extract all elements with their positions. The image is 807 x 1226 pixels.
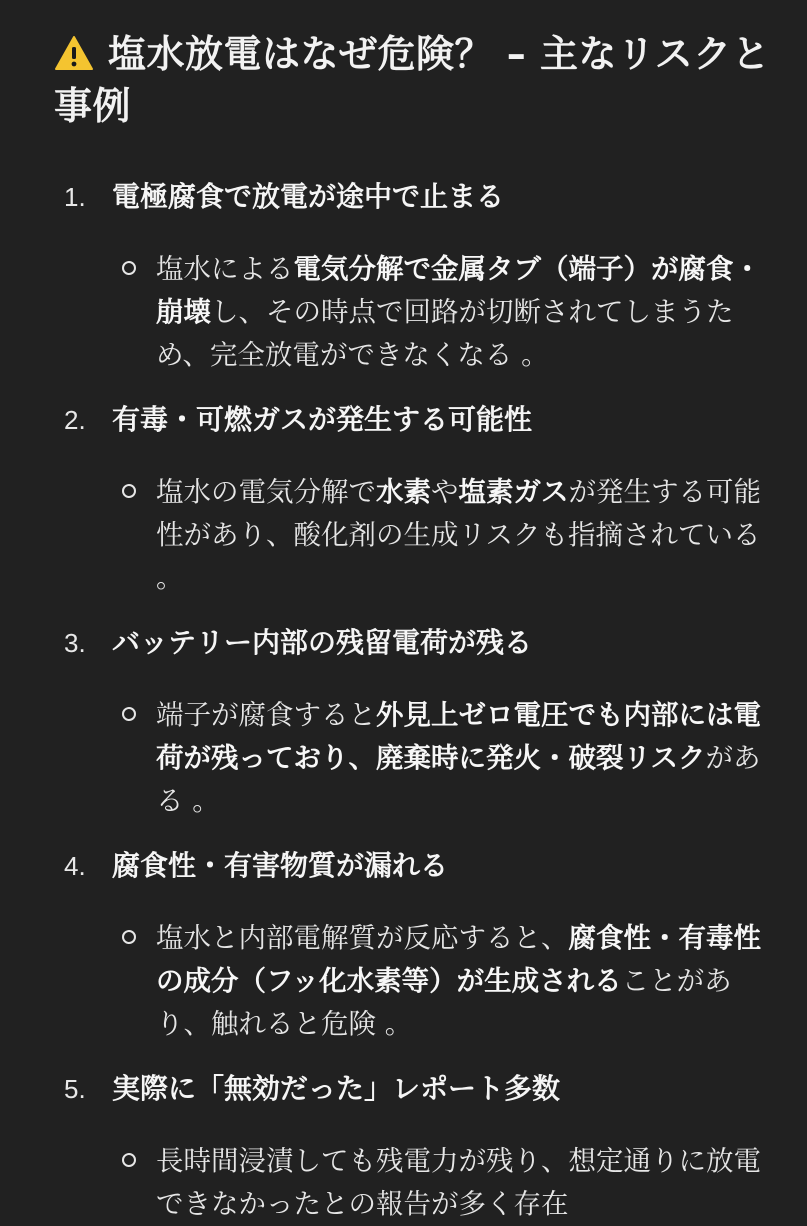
risk-list: [54, 176, 777, 1226]
text-segment: 塩水の電気分解で: [156, 476, 376, 508]
warning-icon: [54, 35, 94, 71]
text-segment: 端子が腐食すると: [156, 699, 376, 731]
hollow-bullet-icon: [118, 1140, 156, 1226]
list-item-number: 3.: [64, 628, 86, 658]
list-item-title: バッテリー内部の残留電荷が残る: [112, 626, 533, 659]
text-segment: 塩水による: [156, 253, 294, 285]
text-segment: ことがあり、触れると危険 。: [156, 965, 732, 1040]
list-item-number: 5.: [64, 1074, 86, 1104]
list-item-header: [54, 176, 777, 218]
bold-text-segment: 電気分解で金属タブ（端子）が腐食・崩壊: [156, 253, 761, 328]
list-item-header: [54, 399, 777, 441]
list-item-number: 1.: [64, 182, 86, 212]
sub-bullet-item: [54, 694, 777, 823]
sub-bullet-text: [156, 1140, 777, 1226]
bold-text-segment: 水素: [376, 476, 431, 508]
text-segment: 長時間浸漬しても残電力が残り、想定通りに放電できなかったとの報告が多く存在: [156, 1145, 761, 1220]
hollow-bullet-icon: [118, 694, 156, 823]
list-item-header: [54, 1068, 777, 1110]
list-item-header: [54, 845, 777, 887]
hollow-bullet-icon: [118, 917, 156, 1046]
list-item-title: 腐食性・有害物質が漏れる: [112, 849, 449, 882]
sub-bullet-item: [54, 248, 777, 377]
text-segment: が発生する可能性があり、酸化剤の生成リスクも指摘されている 。: [156, 476, 761, 594]
sub-bullet-text: [156, 471, 777, 600]
sub-bullet-text: [156, 248, 777, 377]
text-segment: や: [431, 476, 459, 508]
sub-bullet-text: [156, 694, 777, 823]
sub-bullet-item: [54, 917, 777, 1046]
list-item: [54, 845, 777, 1046]
list-item-title: 有毒・可燃ガスが発生する可能性: [112, 403, 533, 436]
sub-bullet-item: [54, 1140, 777, 1226]
page-title: 塩水放電はなぜ危険？ – 主なリスクと事例: [54, 32, 771, 128]
text-segment: し、その時点で回路が切断されてしまうため、完全放電ができなくなる 。: [156, 296, 734, 371]
hollow-bullet-icon: [118, 248, 156, 377]
hollow-bullet-icon: [118, 471, 156, 600]
list-item: [54, 622, 777, 823]
bold-text-segment: 塩素ガス: [458, 476, 569, 508]
list-item: [54, 1068, 777, 1226]
bold-text-segment: 腐食性・有毒性の成分（フッ化水素等）が生成される: [156, 922, 761, 997]
sub-bullet-item: [54, 471, 777, 600]
sub-bullet-text: [156, 917, 777, 1046]
text-segment: がある 。: [156, 742, 761, 817]
page-heading: [54, 28, 777, 132]
bold-text-segment: 外見上ゼロ電圧でも内部には電荷が残っており、廃棄時に発火・破裂リスク: [156, 699, 761, 774]
list-item-number: 4.: [64, 851, 86, 881]
list-item-number: 2.: [64, 405, 86, 435]
list-item: [54, 176, 777, 377]
text-segment: 塩水と内部電解質が反応すると、: [156, 922, 569, 954]
list-item-title: 電極腐食で放電が途中で止まる: [112, 180, 505, 213]
list-item-title: 実際に「無効だった」レポート多数: [112, 1072, 561, 1105]
list-item: [54, 399, 777, 600]
list-item-header: [54, 622, 777, 664]
